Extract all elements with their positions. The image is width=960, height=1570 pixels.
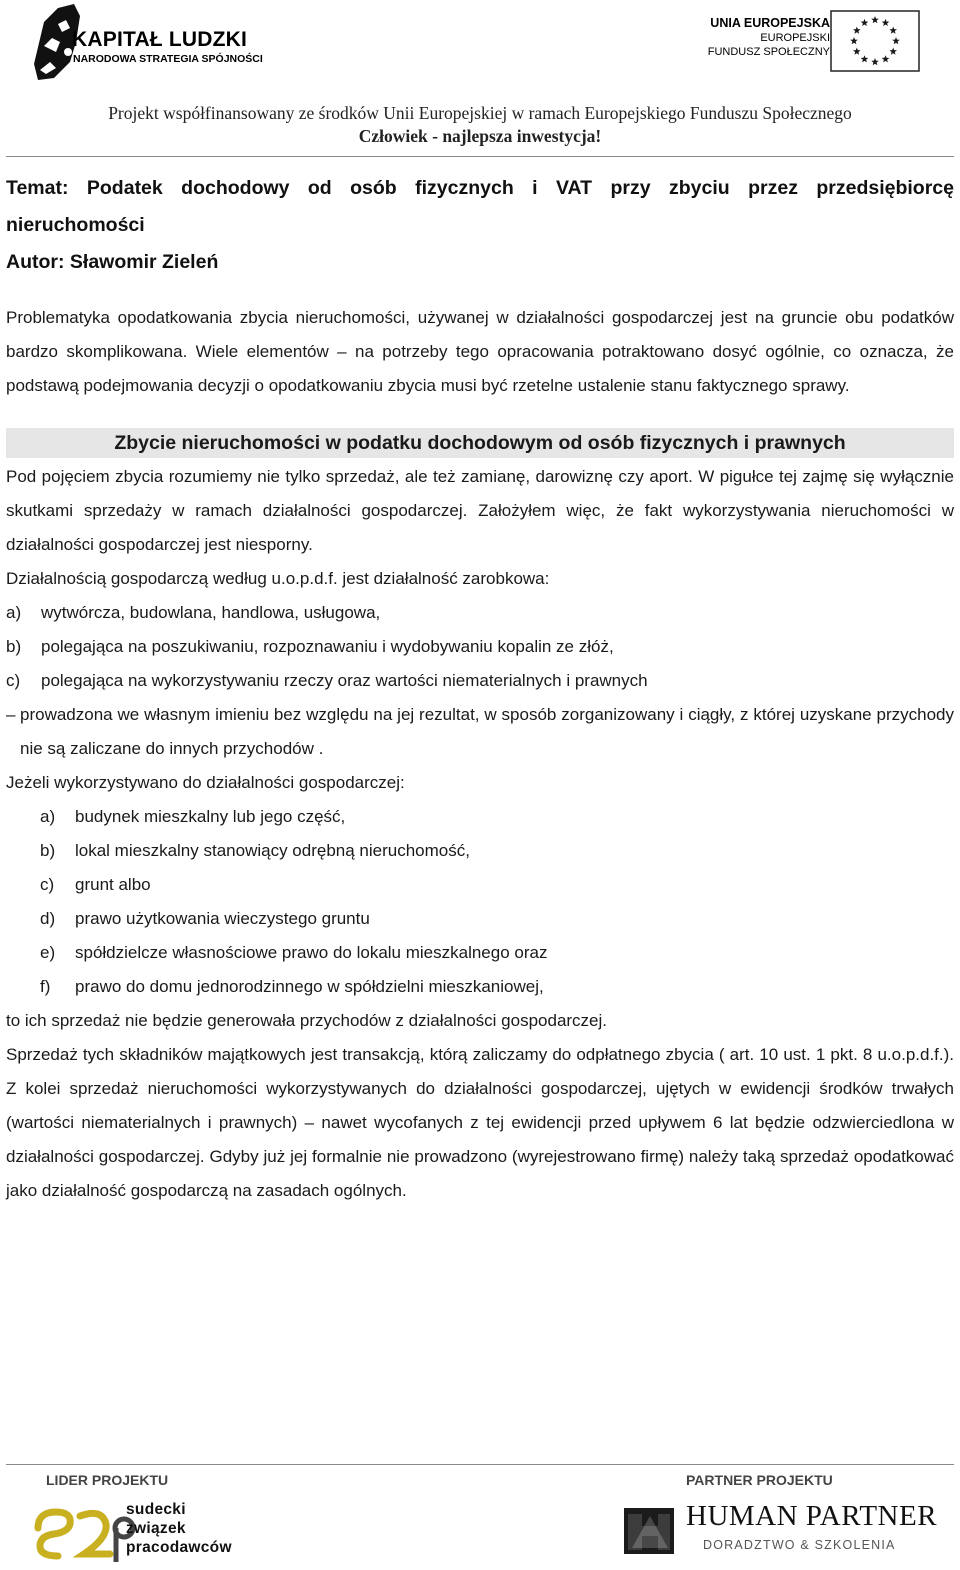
list-item-text: prawo użytkowania wieczystego gruntu — [75, 909, 370, 928]
header-divider — [6, 156, 954, 157]
list-item — [6, 596, 954, 630]
dash-paragraph-text: prowadzona we własnym imieniu bez względu na jej rezultat, w sposób zorganizowany i ciągły, z której uzyskane przychody nie są zaliczane do innych przychodów . — [20, 705, 954, 758]
kapital-ludzki-title: KAPITAŁ LUDZKI — [72, 28, 248, 51]
szp-line-1: sudecki — [126, 1501, 186, 1518]
project-cofinancing-line: Projekt współfinansowany ze środków Unii Europejskiej w ramach Europejskiego Funduszu Społecznego — [108, 103, 852, 123]
eu-line-2: EUROPEJSKI — [760, 32, 830, 44]
list-item — [6, 970, 954, 1004]
list-item — [6, 834, 954, 868]
dash-marker: – — [6, 705, 16, 724]
list-marker: c) — [6, 671, 21, 690]
spacer — [6, 281, 954, 301]
szp-line-3: pracodawców — [126, 1539, 232, 1556]
project-slogan: Człowiek - najlepsza inwestycja! — [358, 126, 602, 146]
list-item-text: budynek mieszkalny lub jego część, — [75, 807, 346, 826]
list-item-text: spółdzielcze własnościowe prawo do lokalu mieszkalnego oraz — [75, 943, 548, 962]
paragraph-if-used: Jeżeli wykorzystywano do działalności gospodarczej: — [6, 773, 405, 792]
paragraph-no-revenue: to ich sprzedaż nie będzie generowała przychodów z działalności gospodarczej. — [6, 1011, 608, 1030]
szp-logo-text — [126, 1500, 232, 1557]
list-marker: d) — [40, 909, 56, 928]
szp-line-2: związek — [126, 1520, 186, 1537]
list-marker: f) — [40, 977, 51, 996]
project-leader-label: LIDER PROJEKTU — [46, 1472, 169, 1488]
list-item — [6, 936, 954, 970]
list-item — [6, 868, 954, 902]
eu-line-3: FUNDUSZ SPOŁECZNY — [707, 46, 830, 58]
document-body — [6, 170, 954, 1208]
project-partner-label: PARTNER PROJEKTU — [686, 1472, 833, 1488]
list-item-text: lokal mieszkalny stanowiący odrębną nieruchomość, — [75, 841, 470, 860]
list-item — [6, 664, 954, 698]
page-header — [0, 0, 960, 160]
document-author: Autor: Sławomir Zieleń — [6, 251, 219, 273]
list-marker: a) — [40, 807, 56, 826]
eu-fund-text — [690, 16, 830, 59]
human-partner-name: HUMAN PARTNER — [686, 1500, 938, 1532]
list-marker: c) — [40, 875, 55, 894]
intro-paragraph: Problematyka opodatkowania zbycia nieruchomości, używanej w działalności gospodarczej jest na gruncie obu podatków bardzo skomplikowana. Wiele elementów – na potrzeby tego opracowania potraktowano dosyć ogólnie, co oznacza, że podstawą podejmowania decyzji o opodatkowaniu zbycia musi być rzetelne ustalenie stanu faktycznego sprawy. — [6, 308, 954, 395]
eu-line-1: UNIA EUROPEJSKA — [710, 16, 830, 30]
business-activity-list — [6, 596, 954, 698]
footer-divider — [6, 1464, 954, 1465]
human-partner-tagline: DORADZTWO & SZKOLENIA — [703, 1538, 896, 1552]
list-marker: b) — [6, 637, 22, 656]
list-marker: e) — [40, 943, 56, 962]
document-topic: Temat: Podatek dochodowy od osób fizycznych i VAT przy zbyciu przez przedsiębiorcę nieruchomości — [6, 177, 954, 236]
dash-paragraph — [6, 698, 954, 766]
spacer — [6, 403, 954, 427]
list-item-text: grunt albo — [75, 875, 151, 894]
section-heading: Zbycie nieruchomości w podatku dochodowym od osób fizycznych i prawnych — [6, 428, 954, 458]
paragraph-sale-definition: Pod pojęciem zbycia rozumiemy nie tylko sprzedaż, ale też zamianę, darowiznę czy aport. W pigułce tej zajmę się wyłącznie skutkami sprzedaży w ramach działalności gospodarczej. Założyłem więc, że fakt wykorzystywania nieruchomości w działalności gospodarczej jest niesporny. — [6, 467, 954, 554]
eu-flag-icon — [830, 10, 920, 72]
paragraph-sale-transaction: Sprzedaż tych składników majątkowych jest transakcją, którą zaliczamy do odpłatnego zbycia ( art. 10 ust. 1 pkt. 8 u.o.p.d.f.). Z kolei sprzedaż nieruchomości wykorzystywanych do działalności gospodarczej, ujętych w ewidencji środków trwałych (wartości niematerialnych i prawnych) – nawet wycofanych z tej ewidencji przed upływem 6 lat będzie odzwierciedlona w działalności gospodarczej. Gdyby już jej formalnie nie prowadzono (wyrejestrowano firmę) należy taką sprzedaż opodatkować jako działalność gospodarczą na zasadach ogólnych. — [6, 1045, 954, 1200]
list-item-text: polegająca na poszukiwaniu, rozpoznawaniu i wydobywaniu kopalin ze złóż, — [41, 637, 614, 656]
list-item-text: polegająca na wykorzystywaniu rzeczy oraz wartości niematerialnych i prawnych — [41, 671, 648, 690]
list-marker: b) — [40, 841, 56, 860]
paragraph-business-definition: Działalnością gospodarczą według u.o.p.d.f. jest działalność zarobkowa: — [6, 569, 550, 588]
kapital-ludzki-subtitle: NARODOWA STRATEGIA SPÓJNOŚCI — [73, 53, 263, 65]
list-item-text: prawo do domu jednorodzinnego w spółdzielni mieszkaniowej, — [75, 977, 544, 996]
list-item — [6, 630, 954, 664]
list-item — [6, 800, 954, 834]
list-item — [6, 902, 954, 936]
property-list — [6, 800, 954, 1004]
list-marker: a) — [6, 603, 22, 622]
list-item-text: wytwórcza, budowlana, handlowa, usługowa, — [41, 603, 381, 622]
